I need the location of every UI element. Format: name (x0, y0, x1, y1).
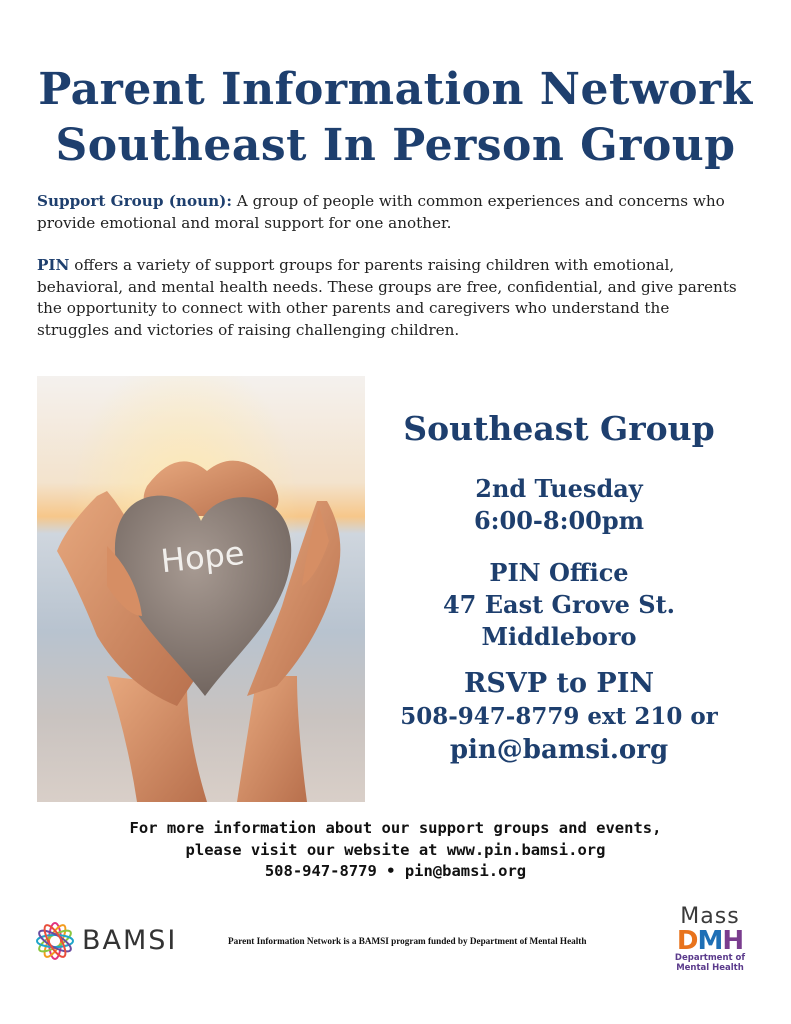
dmh-letter-d: D (676, 926, 698, 956)
rsvp-email: pin@bamsi.org (449, 735, 669, 765)
bamsi-flower-icon (32, 918, 78, 964)
footer-line-2: please visit our website at www.pin.bamsi.org (185, 840, 606, 859)
bamsi-logo (32, 918, 197, 966)
dmh-mass-text: Mass (680, 904, 740, 929)
title-line-2: Southeast In Person Group (55, 120, 736, 171)
mass-dmh-logo (670, 906, 750, 976)
rsvp-phone: 508-947-8779 ext 210 or (400, 703, 718, 730)
schedule-day: 2nd Tuesday (475, 474, 643, 503)
location-street: 47 East Grove St. (442, 590, 676, 619)
description-term: PIN (37, 256, 70, 274)
dmh-letter-h: H (722, 926, 744, 956)
group-details (372, 405, 746, 767)
rsvp-heading: RSVP to PIN (463, 668, 655, 699)
page-title (0, 62, 791, 174)
funding-note: Parent Information Network is a BAMSI program funded by Department of Mental Health (228, 936, 587, 946)
group-heading: Southeast Group (403, 409, 715, 448)
footer-line-1: For more information about our support groups and events, (129, 819, 662, 837)
definition-text: A group of people with common experiences and concerns who provide emotional and moral support for one another. (37, 192, 725, 232)
dmh-subtitle (670, 954, 750, 973)
location-city: Middleboro (481, 622, 637, 651)
schedule-time: 6:00-8:00pm (473, 506, 645, 535)
location-name: PIN Office (489, 558, 629, 587)
description-paragraph (37, 255, 737, 341)
title-line-1: Parent Information Network (38, 64, 753, 115)
definition-paragraph (37, 191, 737, 234)
stone-hope-label: Hope (159, 533, 247, 581)
dmh-letter-m: M (697, 926, 723, 956)
description-text: offers a variety of support groups for parents raising children with emotional, behavioral, and mental health needs. These groups are free, confidential, and give parents the opportunity to connect with other parents and caregivers who understand the struggles and victories of raising challenging children. (37, 256, 737, 339)
dmh-letters (670, 928, 750, 954)
definition-term: Support Group (noun): (37, 192, 232, 210)
bamsi-wordmark: BAMSI (82, 925, 178, 956)
contact-footer (0, 818, 791, 883)
dmh-sub-line-1: Department of (674, 953, 746, 963)
dmh-sub-line-2: Mental Health (676, 962, 744, 973)
hope-stone-photo (37, 376, 365, 802)
footer-line-3: 508-947-8779 • pin@bamsi.org (264, 862, 527, 880)
